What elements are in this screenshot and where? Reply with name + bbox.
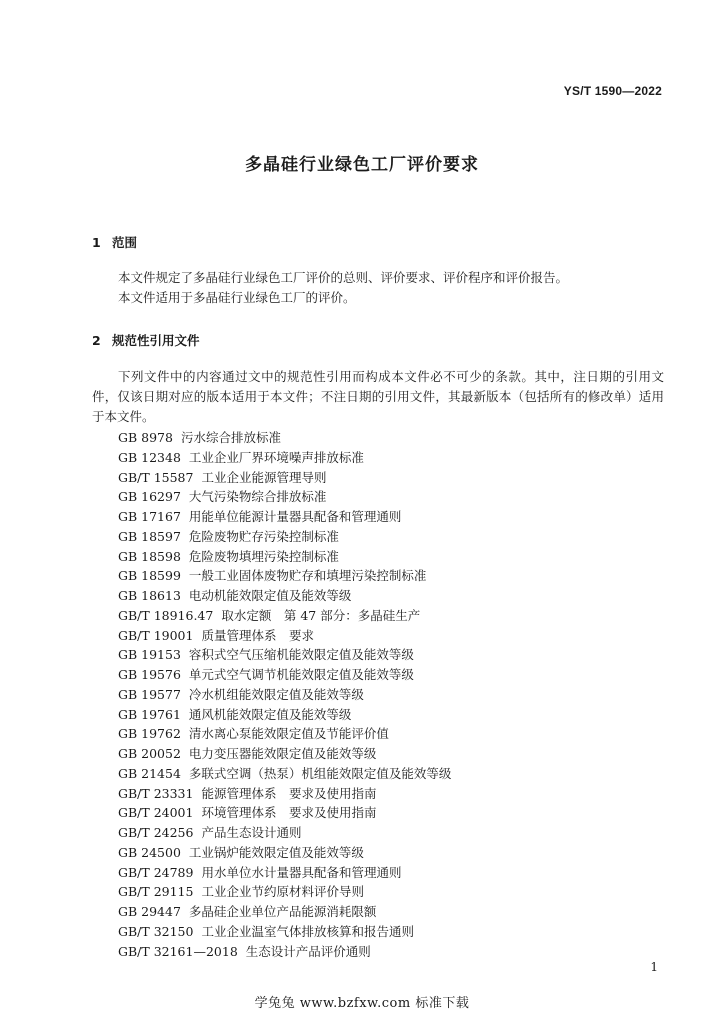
- footer-watermark: 学兔兔 www.bzfxw.com 标准下载: [254, 996, 470, 1011]
- reference-code: GB 8978: [118, 430, 173, 445]
- section-1-heading: [92, 233, 137, 251]
- reference-title: 容积式空气压缩机能效限定值及能效等级: [188, 647, 414, 663]
- reference-item: [118, 566, 451, 586]
- reference-item: [118, 645, 451, 665]
- reference-code: GB 18599: [118, 568, 181, 584]
- reference-code: GB/T 24789: [118, 864, 194, 880]
- reference-item: [118, 468, 451, 488]
- reference-code: GB/T 32150: [118, 923, 194, 939]
- reference-item: [118, 428, 451, 448]
- reference-title: 多联式空调（热泵）机组能效限定值及能效等级: [188, 765, 452, 781]
- reference-item: [118, 744, 451, 764]
- reference-code: GB 24500: [118, 844, 181, 860]
- section-2-intro-paragraph: 下列文件中的内容通过文中的规范性引用而构成本文件必不可少的条款。其中，注日期的引用文件，仅该日期对应的版本适用于本文件；不注日期的引用文件，其最新版本（包括所有的修改单）适用于本文件。: [92, 369, 664, 424]
- reference-code: GB/T 24256: [118, 825, 194, 840]
- reference-title: 能源管理体系 要求及使用指南: [201, 785, 377, 801]
- reference-title: 工业企业温室气体排放核算和报告通则: [201, 923, 414, 939]
- normative-reference-list: [118, 428, 451, 961]
- reference-item: [118, 823, 451, 843]
- reference-title: 清水离心泵能效限定值及节能评价值: [188, 726, 389, 742]
- reference-item: [118, 586, 451, 606]
- reference-item: [118, 942, 451, 962]
- section-1-paragraph-1: 本文件规定了多晶硅行业绿色工厂评价的总则、评价要求、评价程序和评价报告。: [118, 270, 569, 285]
- reference-code: GB/T 19001: [118, 627, 194, 643]
- section-2-heading: [92, 331, 200, 349]
- reference-title: 用水单位水计量器具配备和管理通则: [201, 864, 402, 880]
- reference-code: GB 18598: [118, 548, 181, 564]
- reference-code: GB 16297: [118, 489, 181, 505]
- reference-item: [118, 863, 451, 883]
- reference-item: [118, 527, 451, 547]
- reference-title: 一般工业固体废物贮存和填埋污染控制标准: [188, 568, 427, 584]
- reference-code: GB 21454: [118, 765, 181, 781]
- reference-title: 危险废物贮存污染控制标准: [188, 528, 339, 544]
- reference-item: [118, 606, 451, 626]
- reference-code: GB/T 18916.47: [118, 607, 214, 623]
- reference-item: [118, 724, 451, 744]
- section-1-title: 范围: [112, 235, 138, 250]
- reference-code: GB/T 32161—2018: [118, 943, 238, 959]
- reference-item: [118, 685, 451, 705]
- reference-title: 通风机能效限定值及能效等级: [188, 706, 352, 722]
- reference-title: 电力变压器能效限定值及能效等级: [188, 746, 377, 761]
- section-2-number: 2: [92, 333, 101, 348]
- reference-item: [118, 507, 451, 527]
- reference-code: GB/T 23331: [118, 785, 194, 801]
- reference-title: 环境管理体系 要求及使用指南: [201, 805, 377, 821]
- reference-title: 取水定额 第 47 部分：多晶硅生产: [221, 607, 421, 623]
- reference-title: 用能单位能源计量器具配备和管理通则: [188, 509, 402, 524]
- reference-title: 工业企业厂界环境噪声排放标准: [188, 449, 364, 465]
- section-1-paragraph-2: 本文件适用于多晶硅行业绿色工厂的评价。: [118, 290, 356, 305]
- document-code: YS/T 1590—2022: [563, 84, 662, 98]
- reference-title: 产品生态设计通则: [201, 825, 302, 840]
- reference-title: 冷水机组能效限定值及能效等级: [188, 686, 364, 702]
- reference-code: GB 12348: [118, 449, 181, 465]
- reference-code: GB 19153: [118, 647, 181, 663]
- reference-item: [118, 487, 451, 507]
- reference-item: [118, 626, 451, 646]
- reference-item: [118, 784, 451, 804]
- reference-title: 生态设计产品评价通则: [245, 943, 371, 959]
- page-number: 1: [650, 960, 658, 974]
- reference-title: 污水综合排放标准: [180, 430, 281, 445]
- reference-item: [118, 882, 451, 902]
- reference-code: GB 19762: [118, 726, 181, 742]
- reference-code: GB 20052: [118, 746, 181, 761]
- reference-item: [118, 665, 451, 685]
- reference-code: GB 29447: [118, 904, 181, 919]
- reference-item: [118, 843, 451, 863]
- reference-title: 工业企业能源管理导则: [201, 469, 327, 485]
- reference-item: [118, 448, 451, 468]
- document-title: 多晶硅行业绿色工厂评价要求: [245, 155, 479, 175]
- reference-item: [118, 803, 451, 823]
- reference-code: GB/T 29115: [118, 884, 194, 900]
- reference-item: [118, 922, 451, 942]
- reference-title: 危险废物填埋污染控制标准: [188, 548, 339, 564]
- reference-code: GB/T 15587: [118, 469, 194, 485]
- reference-code: GB 18597: [118, 528, 181, 544]
- reference-item: [118, 705, 451, 725]
- section-1-number: 1: [92, 235, 101, 250]
- reference-item: [118, 547, 451, 567]
- reference-title: 单元式空气调节机能效限定值及能效等级: [188, 667, 414, 682]
- reference-title: 质量管理体系 要求: [201, 627, 314, 643]
- section-2-title: 规范性引用文件: [112, 333, 200, 348]
- reference-code: GB/T 24001: [118, 805, 194, 821]
- reference-title: 大气污染物综合排放标准: [188, 489, 327, 505]
- reference-code: GB 19576: [118, 667, 181, 682]
- reference-title: 多晶硅企业单位产品能源消耗限额: [188, 904, 377, 919]
- reference-item: [118, 902, 451, 922]
- reference-item: [118, 764, 451, 784]
- reference-code: GB 17167: [118, 509, 181, 524]
- reference-title: 工业锅炉能效限定值及能效等级: [188, 844, 364, 860]
- reference-code: GB 19761: [118, 706, 181, 722]
- reference-code: GB 18613: [118, 588, 181, 603]
- reference-title: 电动机能效限定值及能效等级: [188, 588, 352, 603]
- reference-title: 工业企业节约原材料评价导则: [201, 884, 364, 900]
- reference-code: GB 19577: [118, 686, 181, 702]
